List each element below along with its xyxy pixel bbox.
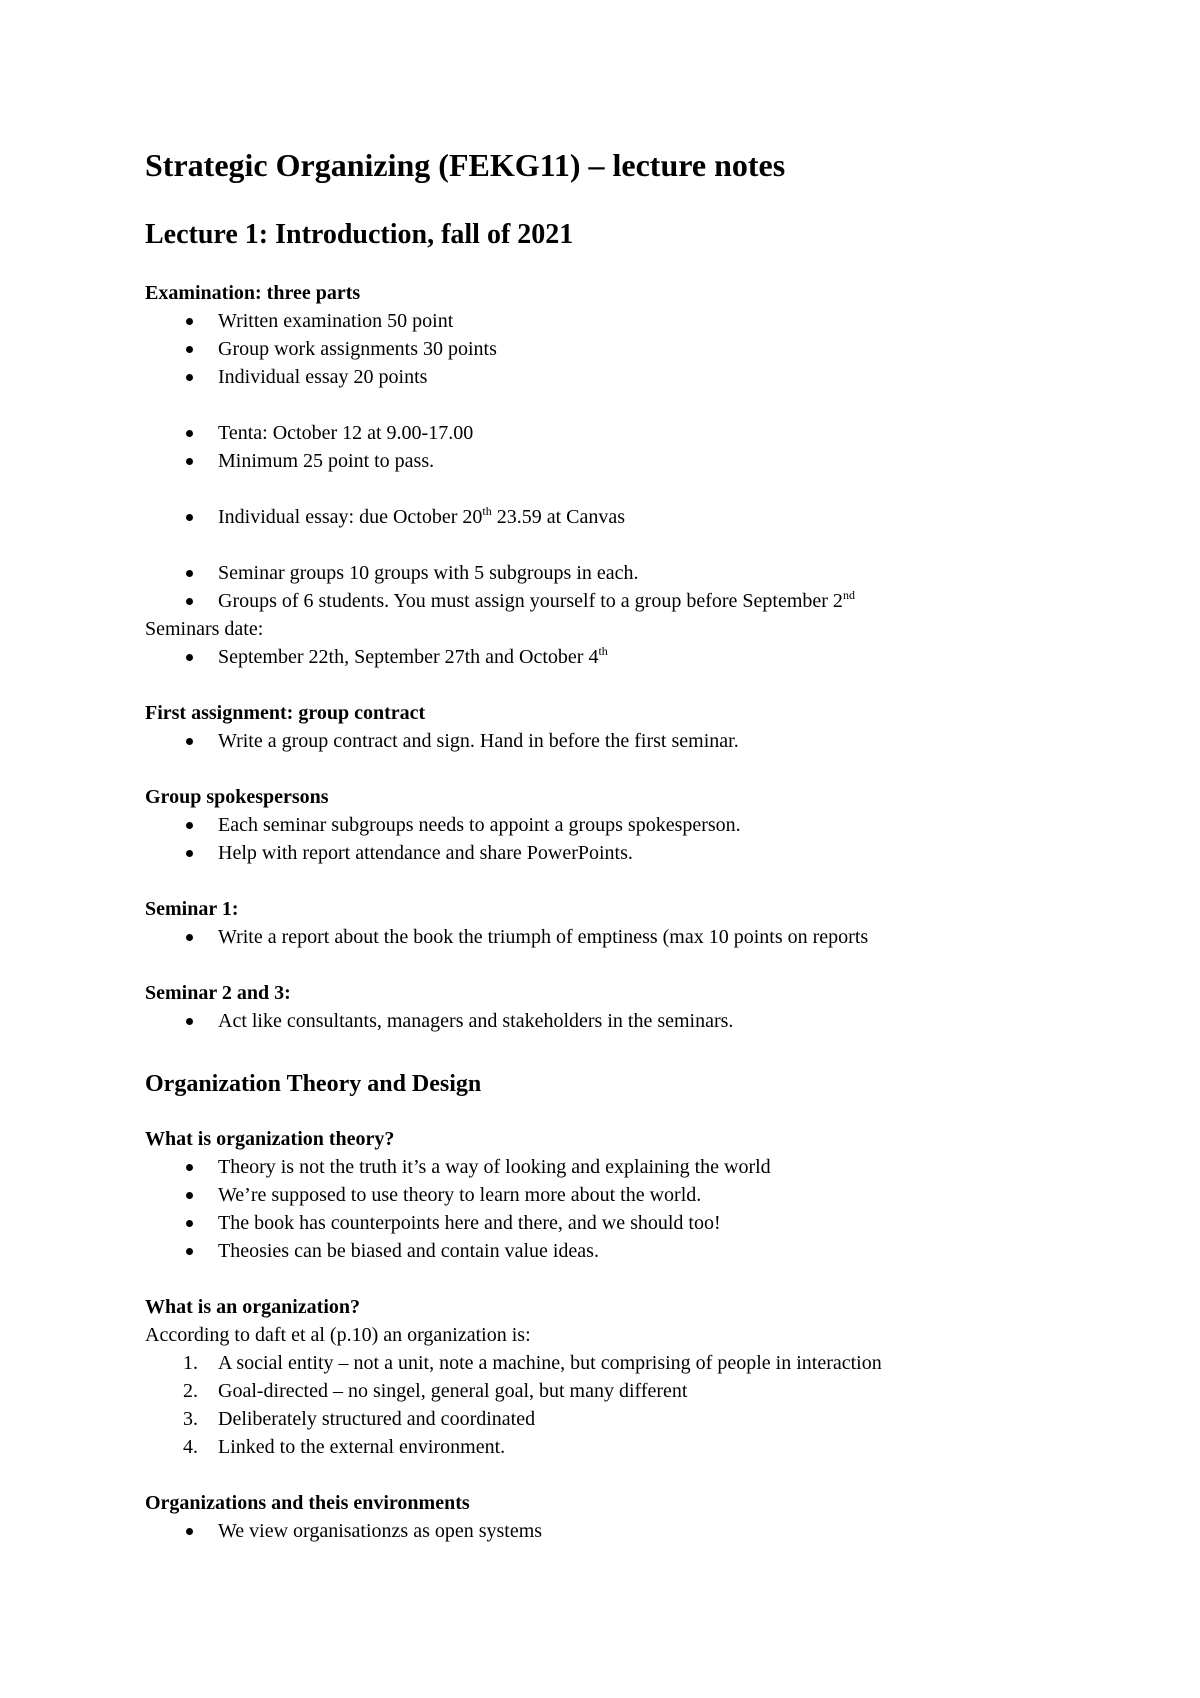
otd-heading: Organization Theory and Design (145, 1071, 482, 1097)
what-org-heading: What is an organization? (145, 1296, 361, 1318)
list-item: The book has counterpoints here and there, and we should too! (145, 1209, 1105, 1237)
spokespersons-list (145, 811, 1105, 867)
seminar1-list (145, 923, 1105, 951)
list-item: We view organisationzs as open systems (145, 1517, 1105, 1545)
list-item: Individual essay: due October 20th 23.59 at Canvas (145, 503, 1105, 531)
seminar23-list (145, 1007, 1105, 1035)
list-item: Write a report about the book the triumph of emptiness (max 10 points on reports (145, 923, 1105, 951)
list-item: Tenta: October 12 at 9.00-17.00 (145, 419, 1105, 447)
seminar23-heading: Seminar 2 and 3: (145, 982, 291, 1004)
list-item: 1. A social entity – not a unit, note a machine, but comprising of people in interaction (183, 1352, 882, 1374)
list-item: Act like consultants, managers and stakeholders in the seminars. (145, 1007, 1105, 1035)
list-item: Theory is not the truth it’s a way of looking and explaining the world (145, 1153, 1105, 1181)
list-item: Individual essay 20 points (145, 363, 1105, 391)
list-item: Theosies can be biased and contain value ideas. (145, 1237, 1105, 1265)
list-item: Group work assignments 30 points (145, 335, 1105, 363)
essay-list (145, 503, 1105, 531)
document-content (145, 145, 1105, 1545)
what-org-list (145, 1349, 1105, 1461)
spokespersons-heading: Group spokespersons (145, 786, 329, 808)
what-theory-list (145, 1153, 1105, 1265)
seminar1-heading: Seminar 1: (145, 898, 239, 920)
seminar-groups-list (145, 559, 1105, 615)
list-item: 2. Goal-directed – no singel, general goal, but many different (183, 1380, 688, 1402)
exam-heading: Examination: three parts (145, 282, 361, 304)
what-org-intro: According to daft et al (p.10) an organization is: (145, 1324, 531, 1346)
lecture-heading: Lecture 1: Introduction, fall of 2021 (145, 219, 574, 250)
first-assignment-list (145, 727, 1105, 755)
environments-list (145, 1517, 1105, 1545)
list-item: 4. Linked to the external environment. (183, 1436, 506, 1458)
what-theory-heading: What is organization theory? (145, 1128, 395, 1150)
list-item: 3. Deliberately structured and coordinated (183, 1408, 536, 1430)
list-item: We’re supposed to use theory to learn more about the world. (145, 1181, 1105, 1209)
list-item: Minimum 25 point to pass. (145, 447, 1105, 475)
seminar-dates-list (145, 643, 1105, 671)
seminars-date-label: Seminars date: (145, 618, 264, 640)
document-title: Strategic Organizing (FEKG11) – lecture notes (145, 147, 786, 183)
list-item: September 22th, September 27th and October 4th (145, 643, 1105, 671)
list-item: Groups of 6 students. You must assign yourself to a group before September 2nd (145, 587, 1105, 615)
list-item: Seminar groups 10 groups with 5 subgroups in each. (145, 559, 1105, 587)
environments-heading: Organizations and theis environments (145, 1492, 470, 1514)
exam-date-list (145, 419, 1105, 475)
first-assignment-heading: First assignment: group contract (145, 702, 426, 724)
list-item: Write a group contract and sign. Hand in before the first seminar. (145, 727, 1105, 755)
exam-parts-list (145, 307, 1105, 391)
list-item: Help with report attendance and share PowerPoints. (145, 839, 1105, 867)
list-item: Written examination 50 point (145, 307, 1105, 335)
list-item: Each seminar subgroups needs to appoint a groups spokesperson. (145, 811, 1105, 839)
